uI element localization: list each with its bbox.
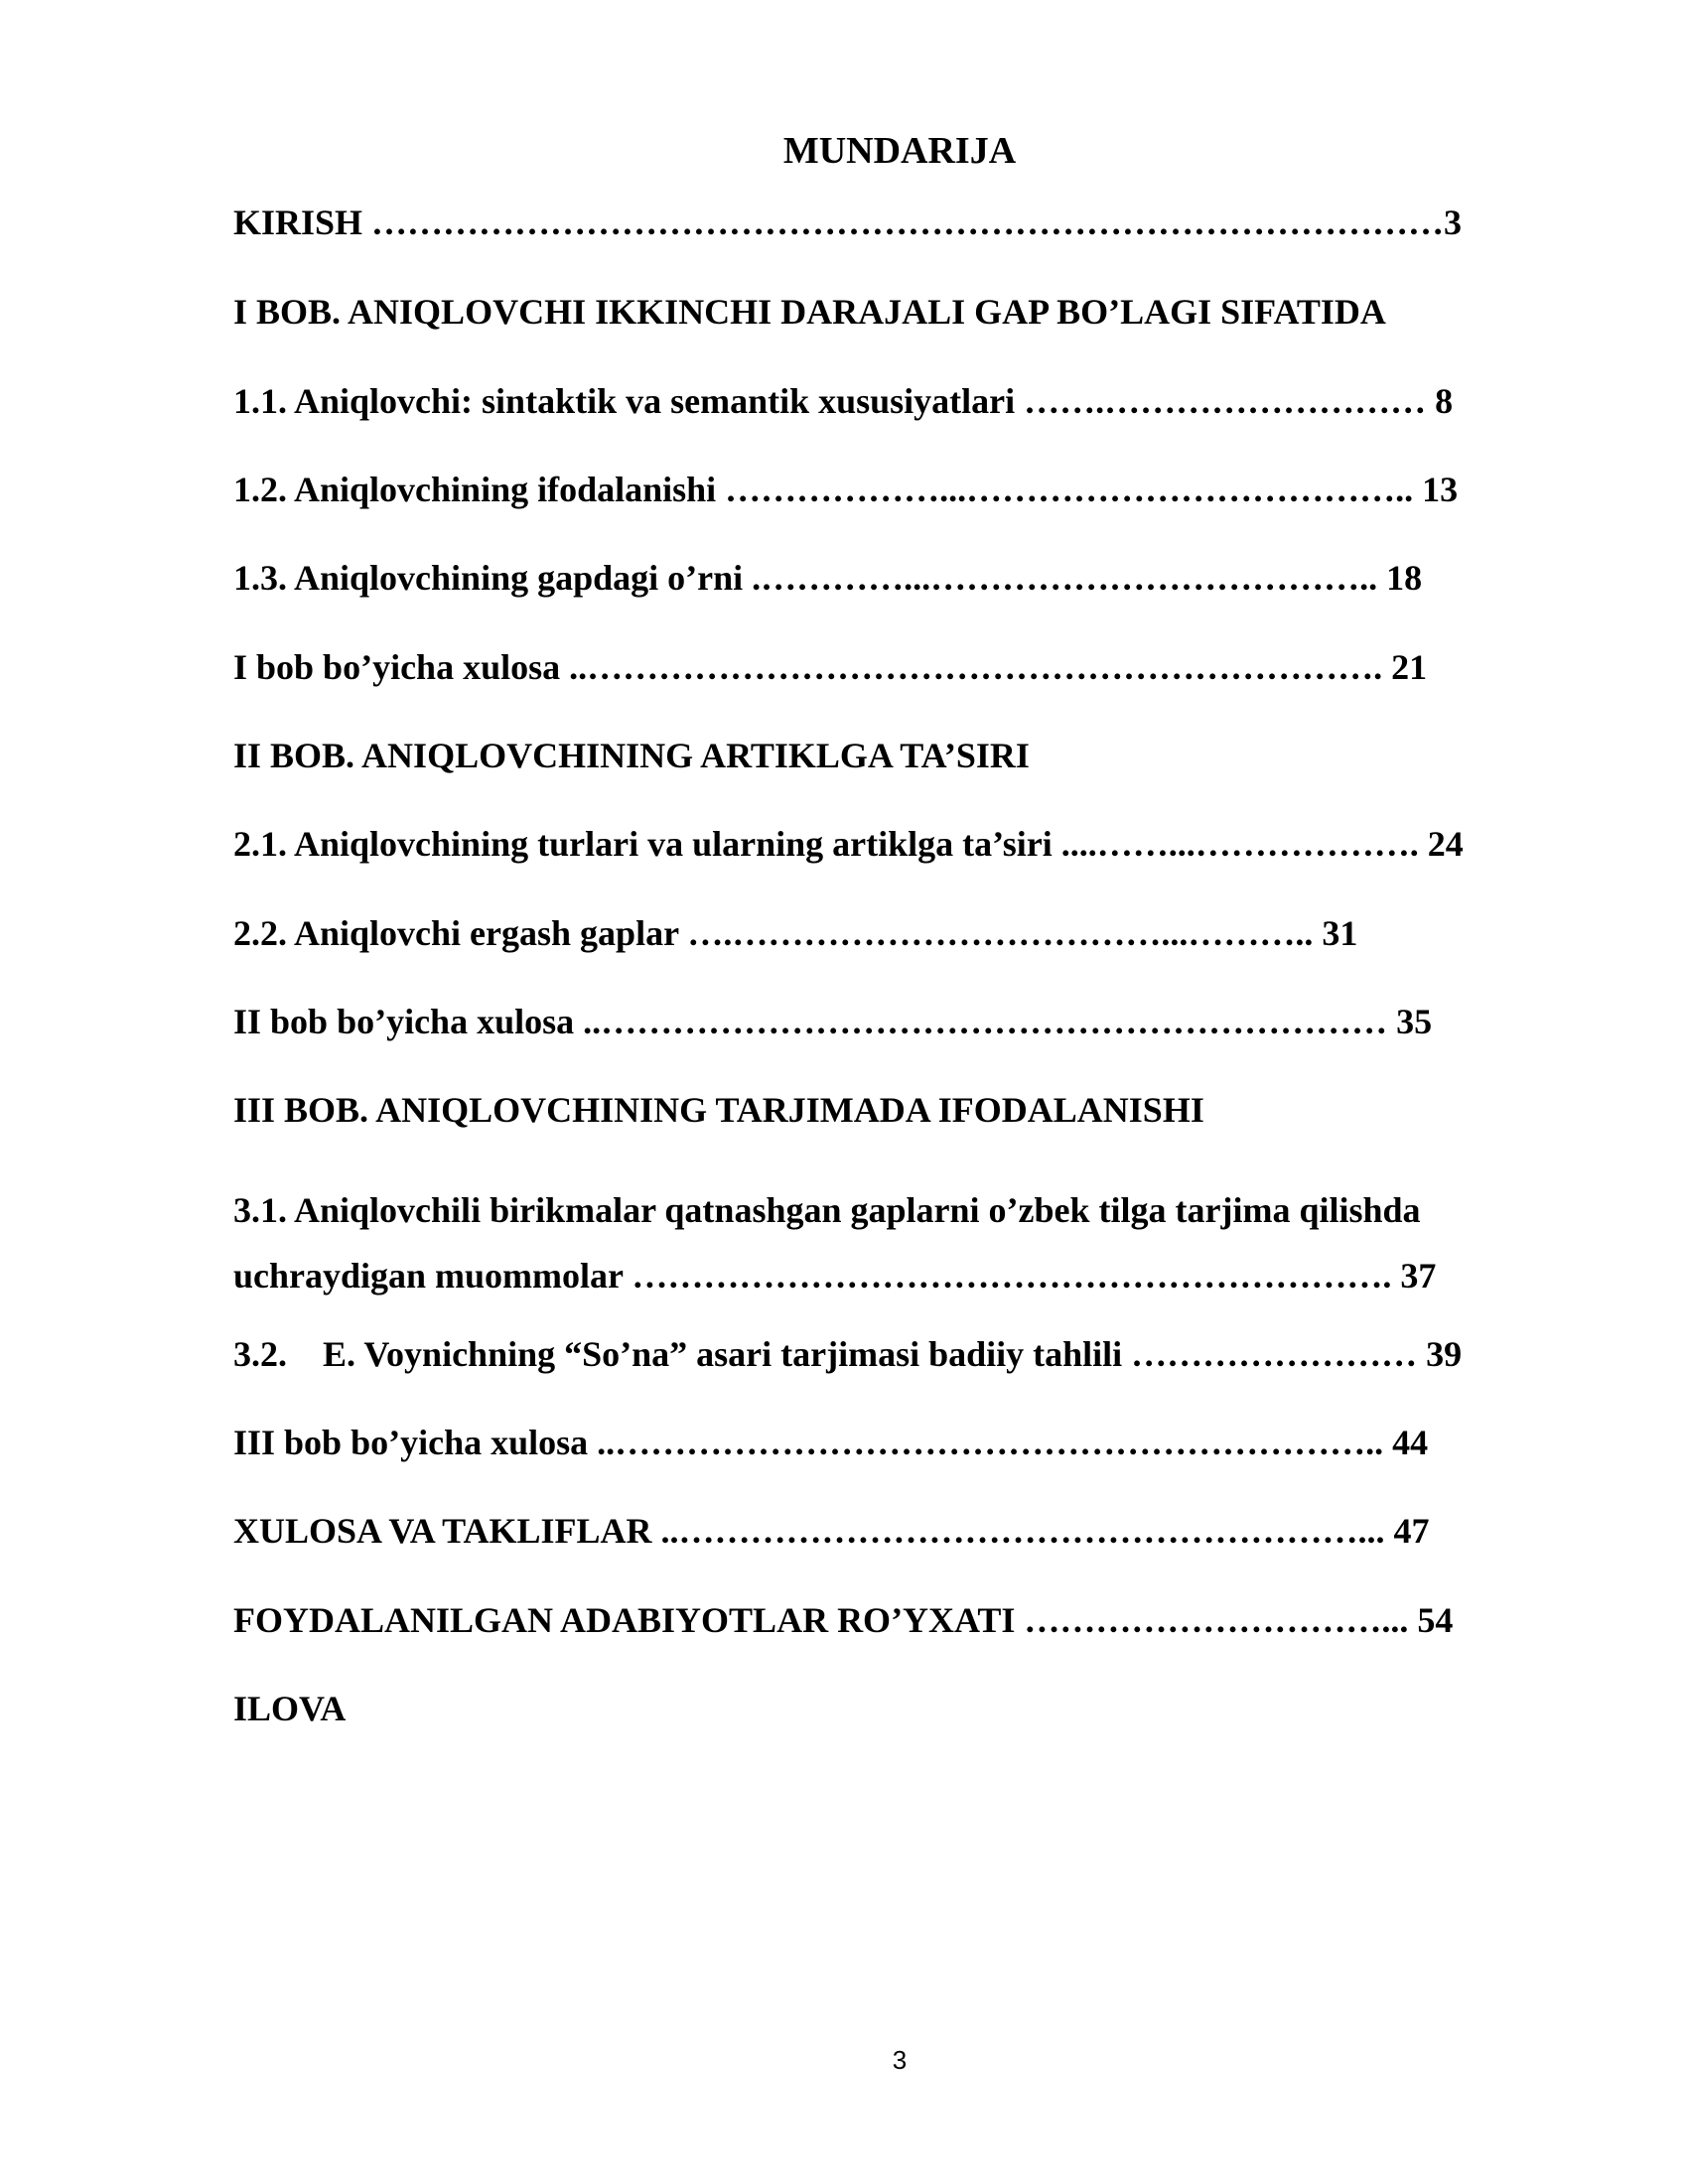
page-number: 3 bbox=[892, 2045, 908, 2075]
toc-section-3-2-number: 3.2. bbox=[233, 1334, 287, 1374]
toc-section-1-1: 1.1. Aniqlovchi: sintaktik va semantik xususiyatlari …….……………………… 8 bbox=[233, 381, 1454, 421]
toc-entry-conclusions: XULOSA VA TAKLIFLAR ..…………………………………………………... 47 bbox=[233, 1511, 1430, 1551]
toc-section-2-2: 2.2. Aniqlovchi ergash gaplar ….………………………………...……….. 31 bbox=[233, 913, 1358, 953]
toc-section-3-1-line-2: uchraydigan muommolar ………………………………………………………. 37 bbox=[233, 1256, 1437, 1296]
toc-section-3-1 bbox=[233, 1177, 1436, 1308]
toc-chapter-1-heading: I BOB. ANIQLOVCHI IKKINCHI DARAJALI GAP BO’LAGI SIFATIDA bbox=[233, 292, 1386, 332]
toc-entry-appendix: ILOVA bbox=[233, 1689, 347, 1728]
toc-section-3-1-line-1: 3.1. Aniqlovchili birikmalar qatnashgan gaplarni o’zbek tilga tarjima qilishda bbox=[233, 1190, 1421, 1230]
toc-chapter-1-summary: I bob bo’yicha xulosa ..…………………………………………………………. 21 bbox=[233, 647, 1428, 687]
toc-chapter-3-summary: III bob bo’yicha xulosa ..……………………………………………………….. 44 bbox=[233, 1423, 1429, 1462]
toc-section-1-2: 1.2. Aniqlovchining ifodalanishi ………………...……………………………….. 13 bbox=[233, 470, 1459, 509]
toc-section-3-2 bbox=[233, 1332, 1462, 1376]
toc-section-1-3: 1.3. Aniqlovchining gapdagi o’rni .…………...……………………………….. 18 bbox=[233, 558, 1423, 598]
toc-chapter-2-summary: II bob bo’yicha xulosa ..………………………………………………………… 35 bbox=[233, 1002, 1433, 1041]
toc-chapter-3-heading: III BOB. ANIQLOVCHINING TARJIMADA IFODALANISHI bbox=[233, 1090, 1204, 1130]
toc-section-2-1: 2.1. Aniqlovchining turlari va ularning artiklga ta’siri ....……...………………. 24 bbox=[233, 824, 1464, 864]
toc-entry-references: FOYDALANILGAN ADABIYOTLAR RO’YXATI …………………………... 54 bbox=[233, 1600, 1454, 1640]
toc-chapter-2-heading: II BOB. ANIQLOVCHINING ARTIKLGA TA’SIRI bbox=[233, 736, 1030, 775]
toc-entry-kirish: KIRISH ………………………………………………………………………………3 bbox=[233, 203, 1463, 242]
toc-section-3-2-text: E. Voynichning “So’na” asari tarjimasi badiiy tahlili …………………… 39 bbox=[323, 1334, 1463, 1374]
page-title: MUNDARIJA bbox=[782, 130, 1017, 172]
